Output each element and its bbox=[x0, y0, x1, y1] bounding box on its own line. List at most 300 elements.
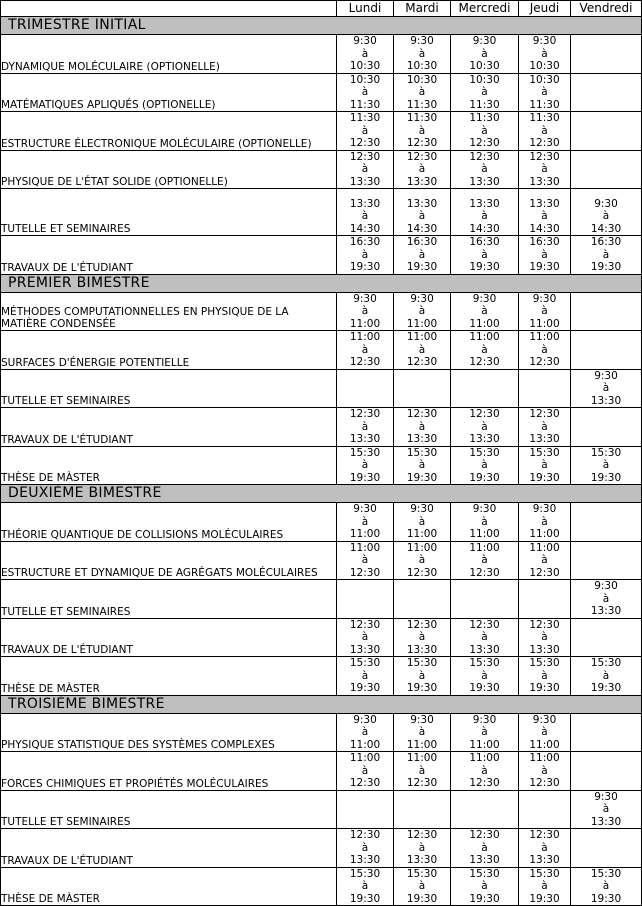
slot-end-time: 12:30 bbox=[469, 566, 500, 579]
slot-end-time: 13:30 bbox=[529, 643, 560, 656]
course-row bbox=[1, 580, 642, 619]
slot-separator: à bbox=[418, 248, 426, 261]
time-slot-lundi bbox=[337, 752, 394, 791]
slot-separator: à bbox=[481, 163, 488, 175]
slot-start-time: 15:30 bbox=[406, 446, 438, 459]
time-slot-lundi bbox=[337, 150, 394, 189]
slot-separator: à bbox=[541, 554, 548, 566]
time-slot-mardi bbox=[394, 331, 451, 370]
slot-separator: à bbox=[361, 305, 369, 317]
slot-start-time: 13:30 bbox=[406, 197, 438, 210]
time-slot-lundi bbox=[337, 657, 394, 696]
slot-end-time: 12:30 bbox=[349, 777, 381, 789]
slot-start-time: 11:30 bbox=[406, 112, 438, 124]
time-slot-mercredi bbox=[451, 236, 519, 275]
slot-end-time: 11:30 bbox=[469, 98, 500, 111]
slot-separator: à bbox=[361, 515, 369, 528]
time-slot-jeudi bbox=[519, 189, 571, 236]
slot-end-time: 19:30 bbox=[349, 892, 381, 905]
time-slot-lundi bbox=[337, 236, 394, 275]
course-name: PHYSIQUE STATISTIQUE DES SYSTÈMES COMPLEXES bbox=[1, 713, 337, 752]
time-slot-jeudi bbox=[519, 331, 571, 370]
slot-end-time: 12:30 bbox=[406, 137, 438, 149]
slot-start-time: 9:30 bbox=[410, 292, 434, 305]
time-slot-mardi bbox=[394, 580, 451, 619]
slot-separator: à bbox=[418, 459, 426, 471]
time-slot-jeudi bbox=[519, 35, 571, 74]
slot-start-time: 9:30 bbox=[594, 790, 618, 803]
time-slot-jeudi bbox=[519, 829, 571, 868]
course-row bbox=[1, 657, 642, 696]
slot-start-time: 15:30 bbox=[529, 446, 560, 459]
slot-end-time: 11:00 bbox=[469, 317, 500, 330]
slot-start-time: 15:30 bbox=[529, 867, 560, 880]
time-slot-jeudi bbox=[519, 292, 571, 331]
slot-start-time: 11:00 bbox=[349, 541, 381, 554]
slot-separator: à bbox=[481, 343, 488, 356]
course-name: FORCES CHIMIQUES ET PROPIÉTÉS MOLÉCULAIRES bbox=[1, 752, 337, 791]
slot-start-time: 11:30 bbox=[469, 112, 500, 124]
course-row bbox=[1, 112, 642, 151]
slot-start-time: 12:30 bbox=[529, 408, 560, 420]
slot-separator: à bbox=[418, 210, 426, 222]
course-row bbox=[1, 189, 642, 236]
time-slot-jeudi bbox=[519, 73, 571, 112]
slot-end-time: 19:30 bbox=[529, 682, 560, 694]
slot-start-time: 11:00 bbox=[529, 752, 560, 764]
slot-end-time: 11:00 bbox=[349, 317, 381, 330]
course-name: THÈSE DE MÀSTER bbox=[1, 867, 337, 906]
slot-end-time: 11:00 bbox=[469, 528, 500, 540]
slot-separator: à bbox=[418, 841, 426, 854]
slot-end-time: 10:30 bbox=[349, 60, 381, 72]
time-slot-jeudi bbox=[519, 752, 571, 791]
slot-separator: à bbox=[361, 248, 369, 261]
slot-start-time: 9:30 bbox=[594, 197, 618, 210]
slot-end-time: 11:00 bbox=[469, 738, 500, 751]
time-slot-lundi bbox=[337, 541, 394, 580]
day-header-mercredi: Mercredi bbox=[451, 1, 519, 17]
slot-separator: à bbox=[361, 124, 369, 137]
slot-separator: à bbox=[361, 554, 369, 566]
time-slot-lundi bbox=[337, 73, 394, 112]
slot-separator: à bbox=[418, 124, 426, 137]
time-slot-mercredi bbox=[451, 713, 519, 752]
time-slot-mercredi bbox=[451, 446, 519, 485]
time-slot-vendredi bbox=[571, 503, 642, 542]
time-slot-vendredi bbox=[571, 580, 642, 619]
slot-end-time: 14:30 bbox=[590, 222, 622, 235]
time-slot-lundi bbox=[337, 790, 394, 829]
section-header bbox=[1, 695, 642, 713]
time-slot-mardi bbox=[394, 369, 451, 408]
section-title: DEUXIÈME BIMESTRE bbox=[1, 485, 642, 503]
course-name: SURFACES D'ÉNERGIE POTENTIELLE bbox=[1, 331, 337, 370]
time-slot-lundi bbox=[337, 189, 394, 236]
section-title: TROISIÈME BIMESTRE bbox=[1, 695, 642, 713]
slot-separator: à bbox=[602, 210, 610, 222]
slot-separator: à bbox=[361, 459, 369, 471]
slot-end-time: 19:30 bbox=[529, 261, 560, 273]
slot-separator: à bbox=[541, 726, 548, 738]
time-slot-mercredi bbox=[451, 150, 519, 189]
slot-separator: à bbox=[418, 880, 426, 892]
slot-start-time: 13:30 bbox=[529, 197, 560, 210]
time-slot-mardi bbox=[394, 73, 451, 112]
slot-start-time: 12:30 bbox=[406, 618, 438, 631]
time-slot-mardi bbox=[394, 292, 451, 331]
slot-start-time: 12:30 bbox=[349, 829, 381, 841]
time-slot-lundi bbox=[337, 829, 394, 868]
course-name: THÈSE DE MÀSTER bbox=[1, 446, 337, 485]
slot-separator: à bbox=[361, 47, 369, 60]
time-slot-vendredi bbox=[571, 331, 642, 370]
time-slot-vendredi bbox=[571, 752, 642, 791]
day-header-jeudi: Jeudi bbox=[519, 1, 571, 17]
slot-separator: à bbox=[361, 880, 369, 892]
slot-start-time: 16:30 bbox=[406, 236, 438, 248]
slot-start-time: 15:30 bbox=[469, 657, 500, 669]
course-name: TUTELLE ET SEMINAIRES bbox=[1, 369, 337, 408]
slot-end-time: 11:30 bbox=[349, 98, 381, 111]
slot-start-time: 12:30 bbox=[406, 829, 438, 841]
slot-separator: à bbox=[541, 163, 548, 175]
course-name: TRAVAUX DE L'ÉTUDIANT bbox=[1, 236, 337, 275]
slot-start-time: 11:00 bbox=[406, 752, 438, 764]
time-slot-jeudi bbox=[519, 408, 571, 447]
slot-start-time: 15:30 bbox=[349, 446, 381, 459]
day-header-lundi: Lundi bbox=[337, 1, 394, 17]
slot-start-time: 12:30 bbox=[529, 829, 560, 841]
slot-end-time: 19:30 bbox=[406, 682, 438, 694]
slot-end-time: 12:30 bbox=[406, 566, 438, 579]
slot-end-time: 11:30 bbox=[406, 98, 438, 111]
slot-start-time: 12:30 bbox=[406, 150, 438, 163]
slot-end-time: 13:30 bbox=[529, 175, 560, 188]
slot-separator: à bbox=[418, 669, 426, 682]
slot-start-time: 15:30 bbox=[590, 867, 622, 880]
slot-end-time: 19:30 bbox=[590, 261, 622, 273]
course-name: THÉORIE QUANTIQUE DE COLLISIONS MOLÉCULAIRES bbox=[1, 503, 337, 542]
slot-separator: à bbox=[481, 554, 488, 566]
slot-end-time: 19:30 bbox=[406, 471, 438, 484]
course-row bbox=[1, 369, 642, 408]
course-name: TRAVAUX DE L'ÉTUDIANT bbox=[1, 829, 337, 868]
slot-end-time: 19:30 bbox=[406, 892, 438, 905]
slot-end-time: 13:30 bbox=[590, 605, 622, 617]
time-slot-jeudi bbox=[519, 790, 571, 829]
course-name: MATÉMATIQUES APLIQUÉS (OPTIONELLE) bbox=[1, 73, 337, 112]
slot-end-time: 13:30 bbox=[349, 175, 381, 188]
slot-separator: à bbox=[602, 382, 610, 394]
slot-end-time: 19:30 bbox=[469, 261, 500, 273]
slot-start-time: 11:00 bbox=[469, 331, 500, 343]
slot-start-time: 13:30 bbox=[469, 197, 500, 210]
slot-end-time: 10:30 bbox=[469, 60, 500, 72]
time-slot-jeudi bbox=[519, 867, 571, 906]
slot-end-time: 12:30 bbox=[349, 356, 381, 368]
time-slot-mardi bbox=[394, 150, 451, 189]
time-slot-vendredi bbox=[571, 790, 642, 829]
day-header-vendredi: Vendredi bbox=[571, 1, 642, 17]
time-slot-lundi bbox=[337, 503, 394, 542]
slot-start-time: 11:00 bbox=[529, 331, 560, 343]
slot-separator: à bbox=[361, 86, 369, 98]
course-row bbox=[1, 236, 642, 275]
slot-separator: à bbox=[541, 47, 548, 60]
slot-end-time: 11:00 bbox=[529, 317, 560, 330]
time-slot-mercredi bbox=[451, 829, 519, 868]
slot-end-time: 19:30 bbox=[590, 892, 622, 905]
time-slot-mardi bbox=[394, 446, 451, 485]
slot-separator: à bbox=[481, 726, 488, 738]
time-slot-vendredi bbox=[571, 829, 642, 868]
slot-separator: à bbox=[541, 248, 548, 261]
slot-end-time: 13:30 bbox=[469, 175, 500, 188]
time-slot-mardi bbox=[394, 618, 451, 657]
slot-end-time: 11:00 bbox=[406, 317, 438, 330]
time-slot-lundi bbox=[337, 446, 394, 485]
course-name: MÉTHODES COMPUTATIONNELLES EN PHYSIQUE DE LA MATIÈRE CONDENSÉE bbox=[1, 292, 337, 331]
slot-separator: à bbox=[418, 420, 426, 433]
slot-end-time: 19:30 bbox=[529, 892, 560, 905]
time-slot-mercredi bbox=[451, 752, 519, 791]
slot-start-time: 16:30 bbox=[529, 236, 560, 248]
slot-start-time: 9:30 bbox=[594, 580, 618, 592]
slot-separator: à bbox=[541, 210, 548, 222]
time-slot-lundi bbox=[337, 369, 394, 408]
slot-separator: à bbox=[361, 420, 369, 433]
time-slot-vendredi bbox=[571, 189, 642, 236]
slot-end-time: 13:30 bbox=[406, 643, 438, 656]
time-slot-mercredi bbox=[451, 618, 519, 657]
slot-separator: à bbox=[418, 515, 426, 528]
time-slot-mardi bbox=[394, 35, 451, 74]
time-slot-lundi bbox=[337, 331, 394, 370]
slot-start-time: 9:30 bbox=[353, 713, 377, 726]
time-slot-mardi bbox=[394, 112, 451, 151]
slot-start-time: 15:30 bbox=[590, 446, 622, 459]
time-slot-mardi bbox=[394, 541, 451, 580]
time-slot-lundi bbox=[337, 408, 394, 447]
time-slot-vendredi bbox=[571, 150, 642, 189]
slot-start-time: 10:30 bbox=[469, 73, 500, 86]
slot-end-time: 13:30 bbox=[406, 433, 438, 445]
slot-start-time: 15:30 bbox=[406, 657, 438, 669]
section-header bbox=[1, 274, 642, 292]
slot-start-time: 11:00 bbox=[349, 752, 381, 764]
time-slot-vendredi bbox=[571, 73, 642, 112]
slot-separator: à bbox=[481, 880, 488, 892]
course-name: THÈSE DE MÀSTER bbox=[1, 657, 337, 696]
slot-start-time: 9:30 bbox=[472, 35, 497, 47]
slot-end-time: 13:30 bbox=[349, 854, 381, 866]
time-slot-jeudi bbox=[519, 657, 571, 696]
schedule-body bbox=[1, 17, 642, 906]
course-name: TUTELLE ET SEMINAIRES bbox=[1, 189, 337, 236]
course-row bbox=[1, 829, 642, 868]
slot-start-time: 9:30 bbox=[410, 713, 434, 726]
time-slot-vendredi bbox=[571, 292, 642, 331]
slot-separator: à bbox=[541, 343, 548, 356]
slot-start-time: 11:00 bbox=[469, 752, 500, 764]
slot-end-time: 12:30 bbox=[349, 137, 381, 149]
time-slot-lundi bbox=[337, 580, 394, 619]
slot-end-time: 11:00 bbox=[349, 528, 381, 540]
course-row bbox=[1, 713, 642, 752]
slot-end-time: 14:30 bbox=[529, 222, 560, 235]
slot-end-time: 10:30 bbox=[529, 60, 560, 72]
time-slot-mercredi bbox=[451, 408, 519, 447]
course-name: ESTRUCTURE ET DYNAMIQUE DE AGRÉGATS MOLÉCULAIRES bbox=[1, 541, 337, 580]
slot-end-time: 11:00 bbox=[406, 738, 438, 751]
slot-separator: à bbox=[481, 515, 488, 528]
slot-start-time: 12:30 bbox=[469, 408, 500, 420]
slot-end-time: 12:30 bbox=[469, 777, 500, 789]
course-name: PHYSIQUE DE L'ÉTAT SOLIDE (OPTIONELLE) bbox=[1, 150, 337, 189]
slot-end-time: 14:30 bbox=[349, 222, 381, 235]
time-slot-mercredi bbox=[451, 790, 519, 829]
slot-separator: à bbox=[418, 343, 426, 356]
slot-separator: à bbox=[481, 420, 488, 433]
slot-start-time: 9:30 bbox=[472, 292, 497, 305]
slot-end-time: 12:30 bbox=[406, 777, 438, 789]
slot-start-time: 15:30 bbox=[469, 446, 500, 459]
course-name: DYNAMIQUE MOLÉCULAIRE (OPTIONELLE) bbox=[1, 35, 337, 74]
time-slot-vendredi bbox=[571, 713, 642, 752]
time-slot-jeudi bbox=[519, 618, 571, 657]
slot-separator: à bbox=[602, 803, 610, 815]
slot-start-time: 15:30 bbox=[469, 867, 500, 880]
slot-start-time: 11:00 bbox=[406, 331, 438, 343]
slot-end-time: 19:30 bbox=[349, 682, 381, 694]
slot-separator: à bbox=[361, 210, 369, 222]
slot-end-time: 13:30 bbox=[529, 854, 560, 866]
time-slot-jeudi bbox=[519, 236, 571, 275]
time-slot-vendredi bbox=[571, 369, 642, 408]
course-row bbox=[1, 503, 642, 542]
slot-start-time: 9:30 bbox=[472, 503, 497, 515]
slot-start-time: 9:30 bbox=[594, 369, 618, 382]
slot-end-time: 12:30 bbox=[529, 777, 560, 789]
time-slot-mercredi bbox=[451, 73, 519, 112]
section-header bbox=[1, 485, 642, 503]
slot-separator: à bbox=[541, 631, 548, 643]
slot-start-time: 12:30 bbox=[529, 150, 560, 163]
course-name: TRAVAUX DE L'ÉTUDIANT bbox=[1, 408, 337, 447]
time-slot-mercredi bbox=[451, 657, 519, 696]
slot-separator: à bbox=[481, 631, 488, 643]
slot-start-time: 9:30 bbox=[353, 503, 377, 515]
slot-start-time: 9:30 bbox=[532, 35, 557, 47]
slot-separator: à bbox=[541, 124, 548, 137]
slot-start-time: 11:00 bbox=[349, 331, 381, 343]
time-slot-jeudi bbox=[519, 503, 571, 542]
slot-separator: à bbox=[541, 305, 548, 317]
slot-separator: à bbox=[481, 210, 488, 222]
slot-start-time: 12:30 bbox=[406, 408, 438, 420]
slot-separator: à bbox=[361, 841, 369, 854]
slot-start-time: 9:30 bbox=[410, 503, 434, 515]
slot-separator: à bbox=[418, 86, 426, 98]
slot-separator: à bbox=[361, 726, 369, 738]
time-slot-jeudi bbox=[519, 713, 571, 752]
slot-separator: à bbox=[481, 459, 488, 471]
slot-separator: à bbox=[418, 764, 426, 777]
time-slot-vendredi bbox=[571, 408, 642, 447]
slot-end-time: 19:30 bbox=[469, 892, 500, 905]
slot-separator: à bbox=[541, 841, 548, 854]
slot-separator: à bbox=[481, 124, 488, 137]
slot-end-time: 19:30 bbox=[590, 682, 622, 694]
time-slot-mardi bbox=[394, 829, 451, 868]
section-title: PREMIER BIMESTRE bbox=[1, 274, 642, 292]
slot-end-time: 19:30 bbox=[529, 471, 560, 484]
slot-start-time: 15:30 bbox=[529, 657, 560, 669]
slot-separator: à bbox=[602, 669, 610, 682]
time-slot-mardi bbox=[394, 408, 451, 447]
time-slot-lundi bbox=[337, 618, 394, 657]
time-slot-mercredi bbox=[451, 331, 519, 370]
slot-start-time: 10:30 bbox=[529, 73, 560, 86]
course-row bbox=[1, 73, 642, 112]
time-slot-lundi bbox=[337, 867, 394, 906]
course-row bbox=[1, 331, 642, 370]
time-slot-jeudi bbox=[519, 446, 571, 485]
slot-end-time: 19:30 bbox=[349, 471, 381, 484]
slot-separator: à bbox=[418, 726, 426, 738]
course-row bbox=[1, 150, 642, 189]
time-slot-mercredi bbox=[451, 292, 519, 331]
slot-separator: à bbox=[481, 248, 488, 261]
course-name: ESTRUCTURE ÉLECTRONIQUE MOLÉCULAIRE (OPTIONELLE) bbox=[1, 112, 337, 151]
slot-end-time: 12:30 bbox=[529, 566, 560, 579]
slot-end-time: 13:30 bbox=[469, 433, 500, 445]
slot-start-time: 9:30 bbox=[532, 292, 557, 305]
slot-end-time: 12:30 bbox=[406, 356, 438, 368]
slot-end-time: 13:30 bbox=[469, 854, 500, 866]
time-slot-mardi bbox=[394, 867, 451, 906]
slot-start-time: 12:30 bbox=[469, 618, 500, 631]
section-title: TRIMESTRE INITIAL bbox=[1, 17, 642, 35]
slot-separator: à bbox=[481, 86, 488, 98]
time-slot-jeudi bbox=[519, 541, 571, 580]
time-slot-mercredi bbox=[451, 541, 519, 580]
slot-start-time: 9:30 bbox=[532, 503, 557, 515]
course-row bbox=[1, 292, 642, 331]
day-header-mardi: Mardi bbox=[394, 1, 451, 17]
day-header-row bbox=[1, 1, 642, 17]
time-slot-mercredi bbox=[451, 35, 519, 74]
course-row bbox=[1, 752, 642, 791]
slot-start-time: 13:30 bbox=[349, 197, 381, 210]
slot-start-time: 12:30 bbox=[529, 618, 560, 631]
slot-separator: à bbox=[361, 669, 369, 682]
slot-separator: à bbox=[481, 305, 488, 317]
slot-start-time: 15:30 bbox=[406, 867, 438, 880]
time-slot-jeudi bbox=[519, 369, 571, 408]
slot-separator: à bbox=[418, 305, 426, 317]
time-slot-mercredi bbox=[451, 503, 519, 542]
slot-end-time: 10:30 bbox=[406, 60, 438, 72]
course-row bbox=[1, 408, 642, 447]
course-name: TRAVAUX DE L'ÉTUDIANT bbox=[1, 618, 337, 657]
slot-start-time: 9:30 bbox=[353, 292, 377, 305]
slot-separator: à bbox=[541, 459, 548, 471]
slot-separator: à bbox=[602, 880, 610, 892]
slot-end-time: 12:30 bbox=[349, 566, 381, 579]
slot-separator: à bbox=[481, 47, 488, 60]
